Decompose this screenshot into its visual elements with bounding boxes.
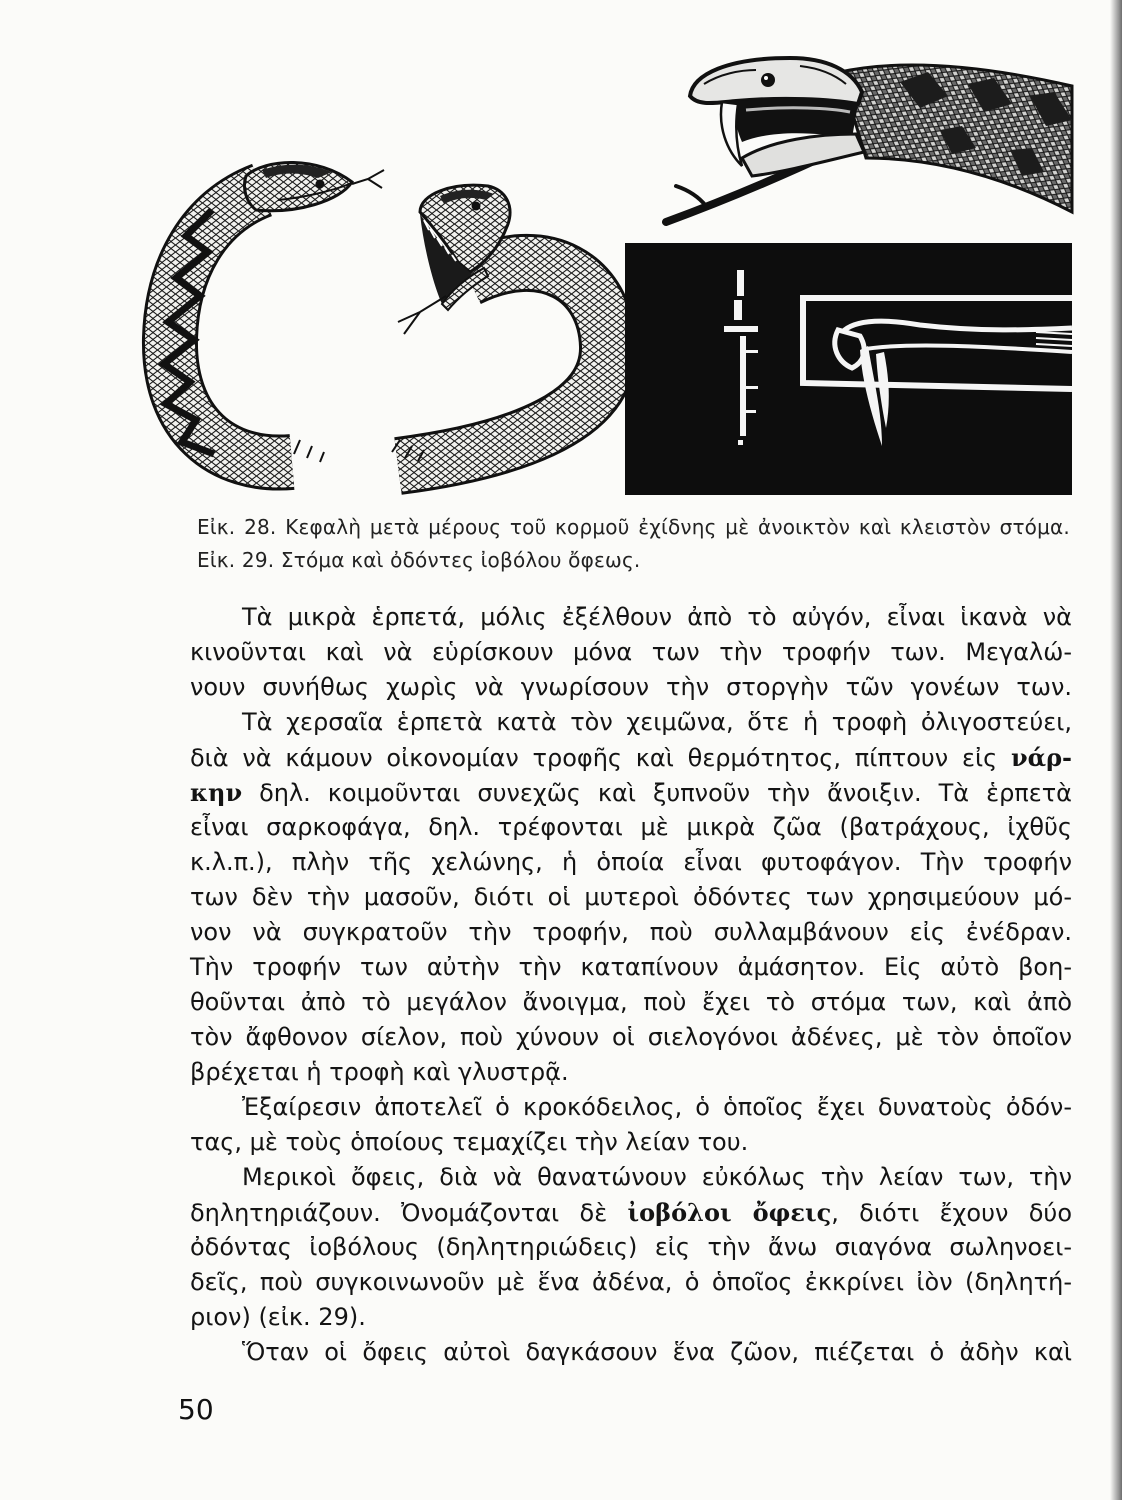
bold-term: νάρ- [1010,743,1072,772]
paragraph [190,1090,1072,1160]
text-line: θοῦνται ἀπὸ τὸ μεγάλον ἄνοιγμα, ποὺ ἔχει τὸ στόμα των, καὶ ἀπὸ [190,988,1072,1016]
scan-edge-shadow [1110,0,1122,1500]
text-line: των δὲν τὴν μασοῦν, διότι οἱ μυτεροὶ ὀδόντες των χρησιμεύουν μό- [190,883,1072,911]
figure-29-caption: Εἰκ. 29. Στόμα καὶ ὀδόντες ἰοβόλου ὄφεως. [197,548,641,572]
text-line [190,1195,1072,1230]
text-run: , διότι ἔχουν δύο [831,1199,1072,1227]
paragraph [190,1335,1072,1370]
eye-icon [761,73,775,87]
paragraph [190,705,1072,1090]
text-line [190,740,1072,775]
viper-head-fangs-illustration [666,58,1072,222]
venom-fang-diagram [625,243,1072,495]
text-line: Τὰ μικρὰ ἑρπετά, μόλις ἐξέλθουν ἀπὸ τὸ αὐγόν, εἶναι ἱκανὰ νὰ [242,603,1072,631]
bold-term: κην [190,778,243,807]
text-line: νουν συνήθως χωρὶς νὰ γνωρίσουν τὴν στοργὴν τῶν γονέων των. [190,673,1072,701]
text-line: νον νὰ συγκρατοῦν τὴν τροφήν, ποὺ συλλαμβάνουν εἰς ἐνέδραν. [190,918,1072,946]
text-line: Ὅταν οἱ ὄφεις αὐτοὶ δαγκάσουν ἕνα ζῶον, πιέζεται ὁ ἀδὴν καὶ [242,1338,1072,1366]
bold-term: ἰοβόλοι ὄφεις [627,1198,832,1227]
figure-28-caption: Εἰκ. 28. Κεφαλὴ μετὰ μέρους τοῦ κορμοῦ ἐχίδνης μὲ ἀνοικτὸν καὶ κλειστὸν στόμα. [197,515,1070,539]
upper-jaw [690,58,862,104]
text-line: Τὴν τροφήν των αὐτὴν τὴν καταπίνουν ἀμάσητον. Εἰς αὐτὸ βοη- [190,953,1072,981]
forked-tongue [352,170,384,188]
page-number: 50 [178,1393,214,1426]
text-line: ριον) (εἰκ. 29). [190,1303,366,1331]
text-line: δεῖς, ποὺ συγκοινωνοῦν μὲ ἕνα ἀδένα, ὁ ὁποῖος ἐκκρίνει ἰὸν (δηλητή- [190,1268,1072,1296]
text-line: κινοῦνται καὶ νὰ εὑρίσκουν μόνα των τὴν τροφήν των. Μεγαλώ- [190,638,1072,666]
eye-icon [472,202,481,211]
closed-mouth-viper-illustration [164,162,384,462]
text-run: δηλητηριάζουν. Ὀνομάζονται δὲ [190,1199,628,1227]
text-line: εἶναι σαρκοφάγα, δηλ. τρέφονται μὲ μικρὰ ζῶα (βατράχους, ἰχθῦς [190,813,1072,841]
eye-icon [316,180,325,189]
text-line: τὸν ἄφθονον σίελον, ποὺ χύνουν οἱ σιελογόνοι ἀδένες, μὲ τὸν ὁποῖον [190,1023,1072,1051]
open-mouth-viper-illustration [392,185,608,466]
figure-illustrations [0,0,1122,505]
text-line [190,775,1072,810]
text-line: κ.λ.π.), πλὴν τῆς χελώνης, ἡ ὁποία εἶναι φυτοφάγον. Τὴν τροφήν [190,848,1072,876]
text-line: Μερικοὶ ὄφεις, διὰ νὰ θανατώνουν εὐκόλως τὴν λείαν των, τὴν [242,1163,1072,1191]
body-text [190,600,1072,1370]
forked-tongue [398,296,446,334]
text-line: ὀδόντας ἰοβόλους (δηλητηριώδεις) εἰς τὴν ἄνω σιαγόνα σωληνοει- [190,1233,1072,1261]
text-run: δηλ. κοιμοῦνται συνεχῶς καὶ ξυπνοῦν τὴν ἄνοιξιν. Τὰ ἑρπετὰ [242,779,1072,807]
text-run: διὰ νὰ κάμουν οἰκονομίαν τροφῆς καὶ θερμότητος, πίπτουν εἰς [190,744,1011,772]
text-line: βρέχεται ἡ τροφὴ καὶ γλυστρᾷ. [190,1058,569,1086]
text-line: τας, μὲ τοὺς ὁποίους τεμαχίζει τὴν λείαν του. [190,1128,749,1156]
text-line: Ἐξαίρεσιν ἀποτελεῖ ὁ κροκόδειλος, ὁ ὁποῖος ἔχει δυνατοὺς ὀδόν- [242,1093,1072,1121]
paragraph [190,600,1072,705]
paragraph [190,1160,1072,1335]
text-line: Τὰ χερσαῖα ἑρπετὰ κατὰ τὸν χειμῶνα, ὅτε ἡ τροφὴ ὀλιγοστεύει, [242,708,1072,736]
